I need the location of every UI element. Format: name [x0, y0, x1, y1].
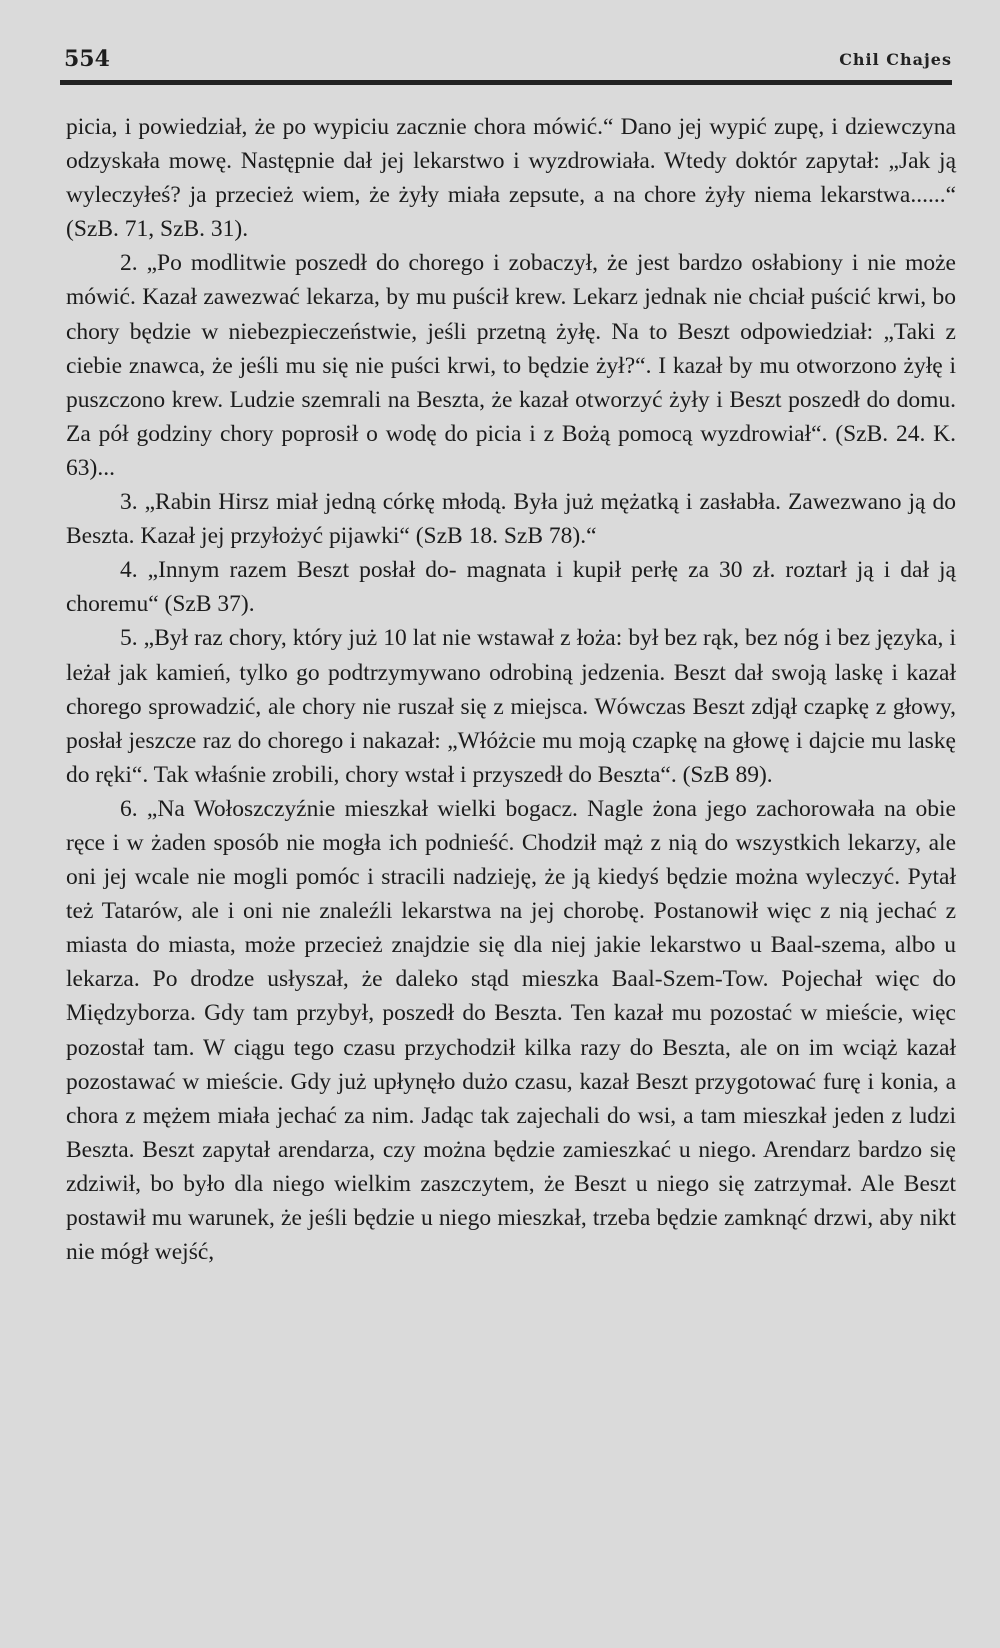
paragraph-2: 2. „Po modlitwie poszedł do chorego i zobaczył, że jest bardzo osłabiony i nie może mówić. Kazał zawezwać lekarza, by mu puścił krew. Lekarz jednak nie chciał puścić krwi, bo chory będzie w niebezpieczeństwie, jeśli przetną żyłę. Na to Beszt odpowiedział: „Taki z ciebie znawca, że jeśli mu się nie puści krwi, to będzie żył?“. I kazał by mu otworzono żyłę i puszczono krew. Ludzie szemrali na Beszta, że kazał otworzyć żyły i Beszt poszedł do domu. Za pół godziny chory poprosił o wodę do picia i z Bożą pomocą wyzdrowiał“. (SzB. 24. K. 63)...	[66, 250, 956, 481]
paragraph-5: 5. „Był raz chory, który już 10 lat nie wstawał z łoża: był bez rąk, bez nóg i bez języka, i leżał jak kamień, tylko go podtrzymywano odrobiną jedzenia. Beszt dał swoją laskę i kazał chorego sprowadzić, ale chory nie ruszał się z miejsca. Wówczas Beszt zdjął czapkę z głowy, posłał jeszcze raz do chorego i nakazał: „Włóżcie mu moją czapkę na głowę i dajcie mu laskę do ręki“. Tak właśnie zrobili, chory wstał i przyszedł do Beszta“. (SzB 89).	[66, 625, 956, 788]
page-number: 554	[64, 46, 110, 72]
paragraph-4: 4. „Innym razem Beszt posłał do- magnata i kupił perłę za 30 zł. roztarł ją i dał ją choremu“ (SzB 37).	[66, 557, 956, 618]
paragraph-3: 3. „Rabin Hirsz miał jedną córkę młodą. Była już mężatką i zasłabła. Zawezwano ją do Beszta. Kazał jej przyłożyć pijawki“ (SzB 18. SzB 78).“	[66, 489, 956, 550]
paragraph-continuation: picia, i powiedział, że po wypiciu zacznie chora mówić.“ Dano jej wypić zupę, i dziewczyna odzyskała mowę. Następnie dał jej lekarstwo i wyzdrowiała. Wtedy doktór zapytał: „Jak ją wyleczyłeś? ja przecież wiem, że żyły miała zepsute, a na chore żyły niema lekarstwa......“ (SzB. 71, SzB. 31).	[66, 114, 956, 243]
body-text	[66, 110, 956, 1269]
page-header	[64, 42, 952, 82]
header-rule	[60, 80, 952, 85]
running-head: Chil Chajes	[839, 50, 952, 69]
paragraph-6: 6. „Na Wołoszczyźnie mieszkał wielki bogacz. Nagle żona jego zachorowała na obie ręce i w żaden sposób nie mogła ich podnieść. Chodził mąż z nią do wszystkich lekarzy, ale oni jej wcale nie mogli pomóc i stracili nadzieję, że ją kiedyś będzie można wyleczyć. Pytał też Tatarów, ale i oni nie znaleźli lekarstwa na jej chorobę. Postanowił więc z nią jechać z miasta do miasta, może przecież znajdzie się dla niej jakie lekarstwo u Baal-szema, albo u lekarza. Po drodze usłyszał, że daleko stąd mieszka Baal-Szem-Tow. Pojechał więc do Międzyborza. Gdy tam przybył, poszedł do Beszta. Ten kazał mu pozostać w mieście, więc pozostał tam. W ciągu tego czasu przychodził kilka razy do Beszta, ale on im wciąż kazał pozostawać w mieście. Gdy już upłynęło dużo czasu, kazał Beszt przygotować furę i konia, a chora z mężem miała jechać za nim. Jadąc tak zajechali do wsi, a tam mieszkał jeden z ludzi Beszta. Beszt zapytał arendarza, czy można będzie zamieszkać u niego. Arendarz bardzo się zdziwił, bo było dla niego wielkim zaszczytem, że Beszt u niego się zatrzymał. Ale Beszt postawił mu warunek, że jeśli będzie u niego mieszkał, trzeba będzie zamknąć drzwi, aby nikt nie mógł wejść,	[66, 795, 956, 1266]
